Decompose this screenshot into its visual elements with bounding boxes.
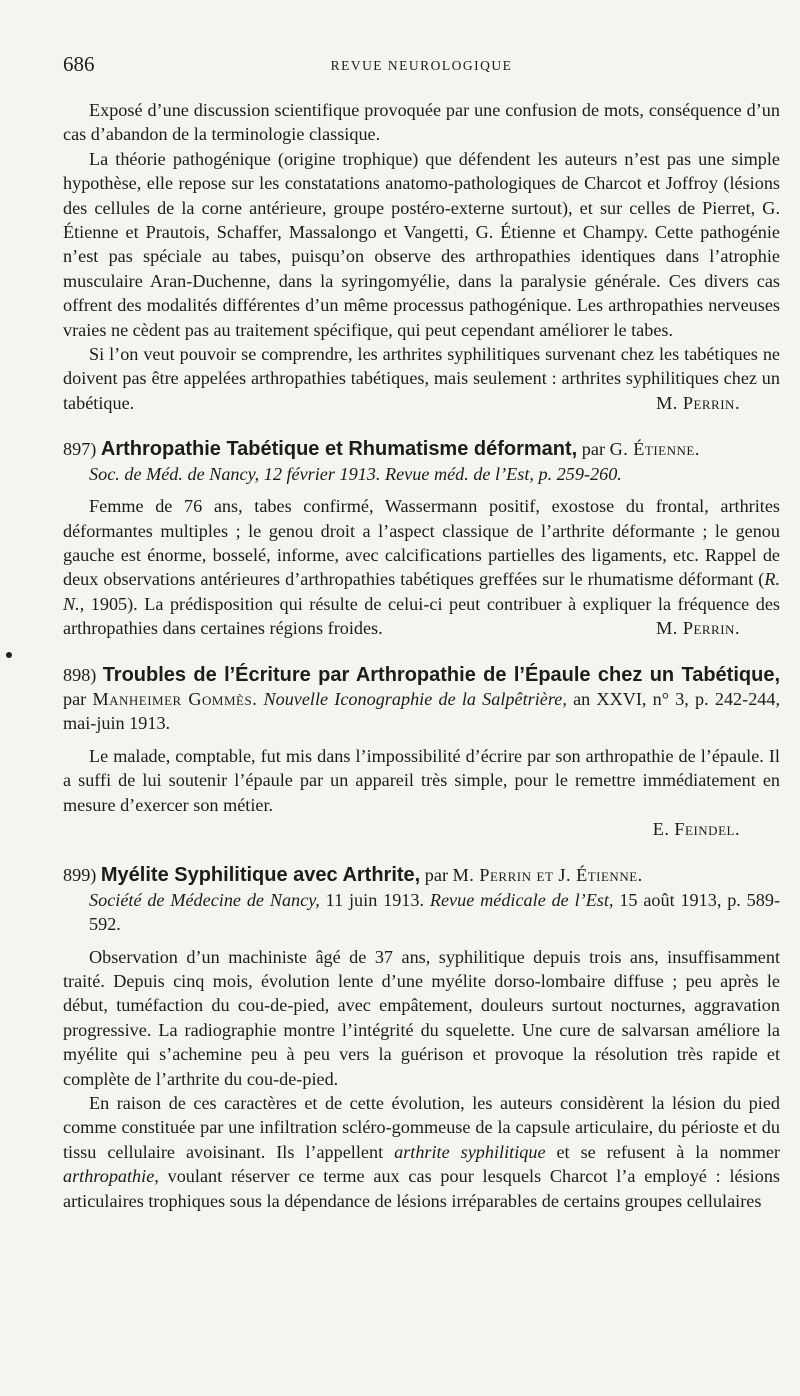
entry-by: par (63, 688, 87, 709)
entry-by: par (424, 865, 449, 886)
entry-897 (63, 437, 780, 640)
entry-title: Arthropathie Tabétique et Rhumatisme déformant, (100, 438, 578, 461)
entry-text-part: En raison de ces caractères et de cette évolution, les auteurs considèrent la lésion du pied comme constituée par une infiltration scléro-gommeuse de la capsule articulaire, du périoste et du tissu cellulaire avoisinant. Ils l’appellent (63, 1093, 780, 1162)
entry-text-part: , 1905). La prédisposition qui résulte de celui-ci peut contribuer à expliquer la fréquence des arthropathies dans certaines régions froides. (63, 593, 780, 639)
entry-source-detail: 15 août 1913, p. 589-592. (89, 889, 781, 935)
page-body (63, 98, 780, 1213)
entry-source: Soc. de Méd. de Nancy, 12 février 1913. Revue méd. de l’Est, p. 259-260. (89, 463, 622, 484)
page-number: 686 (63, 52, 95, 76)
entry-text-part: voulant réserver ce terme aux cas pour lesquels Charcot l’a employé : lésions articulaires trophiques sous la dépendance de lésions irréparables de certains groupes cellulaires (63, 1166, 780, 1211)
entry-text-part: Femme de 76 ans, tabes confirmé, Wassermann positif, exostose du frontal, arthrites déformantes multiples ; le genou droit a l’aspect classique de l’arthrite déformante ; le genou gauche est énorme, bosselé, informe, avec calcifications partielles des ligaments, etc. Rappel de deux observations antérieures d’arthropathies tabétiques greffées sur le rhumatisme déformant ( (63, 496, 780, 590)
intro-paragraph-1: Exposé d’une discussion scientifique provoquée par une confusion de mots, conséquence d’un cas d’abandon de la terminologie classique. (63, 100, 780, 145)
signature: E. Feindel. (652, 818, 740, 839)
entry-heading (63, 663, 780, 736)
entry-source-society: Société de Médecine de Nancy, (89, 889, 320, 910)
entry-number: 899) (63, 865, 97, 886)
entry-text: Le malade, comptable, fut mis dans l’impossibilité d’écrire par son arthropathie de l’épaule. Il a suffi de lui soutenir l’épaule par un appareil très simple, pour le remettre immédiatement en mesure d’exercer son métier. (63, 745, 780, 815)
entry-source-journal: Revue médicale de l’Est, (429, 889, 614, 910)
entry-term: arthrite syphilitique (394, 1141, 546, 1162)
entry-author: G. Étienne. (609, 439, 700, 460)
entry-by: par (581, 439, 606, 460)
entry-text (63, 494, 780, 640)
intro-paragraph-3 (63, 342, 780, 415)
signature: M. Perrin. (656, 392, 740, 413)
entry-899 (63, 863, 780, 1213)
intro-paragraph-2: La théorie pathogénique (origine trophique) que défendent les auteurs n’est pas une simple hypothèse, elle repose sur les constatations anatomo-pathologiques de Charcot et Joffroy (lésions des cellules de la corne antérieure, groupe postéro-externe surtout), et sur celles de Pierret, G. Étienne et Prautois, Schaffer, Massalongo et Vangetti, G. Étienne et Champy. Cette pathogénie n’est pas spéciale au tabes, puisqu’on observe des arthropathies identiques dans l’atrophie musculaire Aran-Duchenne, dans la syringomyélie, dans la paralysie générale. Ces divers cas offrent des modalités différentes d’un même processus pathogénique. Les arthropathies nerveuses vraies ne cèdent pas au traitement spécifique, qui peut cependant améliorer le tabes. (63, 148, 780, 340)
entry-text (63, 1091, 780, 1213)
entry-title: Myélite Syphilitique avec Arthrite, (100, 864, 421, 887)
running-title: REVUE NEUROLOGIQUE (330, 58, 513, 73)
entry-heading (63, 437, 780, 486)
page-header (63, 52, 780, 82)
entry-title: Troubles de l’Écriture par Arthropathie de l’Épaule chez un Tabétique, (102, 663, 781, 686)
entry-heading (63, 863, 780, 936)
entry-author: Manheimer Gommès. (92, 688, 258, 709)
entry-author: M. Perrin et J. Étienne. (452, 865, 643, 886)
entry-text: Observation d’un machiniste âgé de 37 ans, syphilitique depuis trois ans, insuffisamment traité. Depuis cinq mois, évolution lente d’une myélite dorso-lombaire diffuse ; peu après le début, tuméfaction du cou-de-pied, avec empâtement, douleurs surtout nocturnes, aggravation progressive. La radiographie montre l’intégrité du squelette. Une cure de salvarsan améliore la myélite qui s’achemine peu à peu vers la guérison et provoque la résolution très rapide et complète de l’arthrite du cou-de-pied. (63, 946, 780, 1089)
entry-term: arthropathie, (63, 1166, 159, 1187)
entry-number: 897) (63, 439, 97, 460)
intro-paragraph-3-text: Si l’on veut pouvoir se comprendre, les arthrites syphilitiques survenant chez les tabétiques ne doivent pas être appelées arthropathies tabétiques, mais seulement : arthrites syphilitiques chez un tabétique. (63, 344, 780, 413)
entry-number: 898) (63, 664, 97, 685)
signature: M. Perrin. (656, 618, 740, 639)
entry-reference: R. N. (63, 569, 780, 614)
entry-source-date: 11 juin 1913. (325, 889, 425, 910)
entry-source (63, 888, 780, 937)
margin-dot (6, 652, 12, 658)
entry-898 (63, 663, 780, 842)
entry-text-part: et se refusent à la nommer (556, 1141, 780, 1162)
entry-source-detail: an XXVI, n° 3, p. 242-244, mai-juin 1913. (63, 688, 781, 734)
entry-source-journal: Nouvelle Iconographie de la Salpêtrière, (263, 688, 567, 709)
